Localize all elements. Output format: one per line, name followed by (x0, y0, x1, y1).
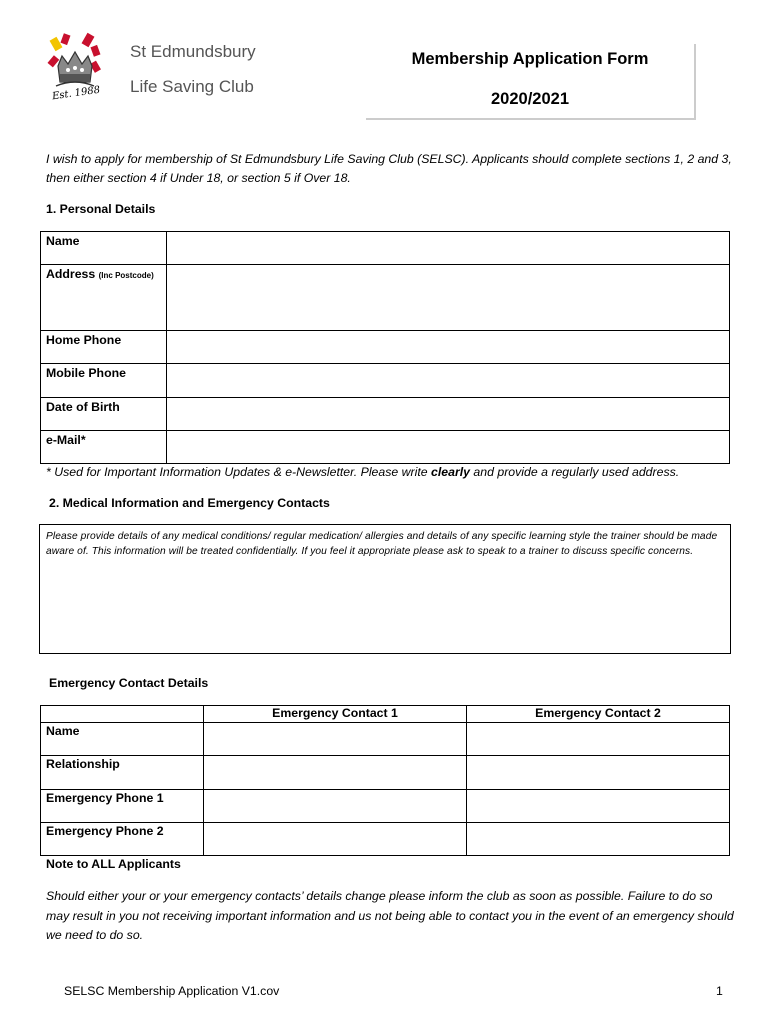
emergency-heading: Emergency Contact Details (49, 676, 209, 690)
club-name-line2: Life Saving Club (130, 77, 254, 96)
label-emergency-phone-2: Emergency Phone 2 (41, 823, 204, 856)
contact1-name-field[interactable] (204, 723, 467, 756)
email-field[interactable] (167, 431, 730, 464)
contact2-relationship-field[interactable] (467, 756, 730, 790)
col-emergency-contact-1: Emergency Contact 1 (204, 706, 467, 723)
contact1-relationship-field[interactable] (204, 756, 467, 790)
club-name-line1: St Edmundsbury (130, 42, 256, 61)
contact2-phone2-field[interactable] (467, 823, 730, 856)
club-logo (42, 30, 112, 110)
label-name: Name (41, 232, 167, 265)
section1-heading: 1. Personal Details (46, 202, 156, 216)
label-dob: Date of Birth (41, 398, 167, 431)
form-title: Membership Application Form (411, 50, 649, 68)
contact1-phone1-field[interactable] (204, 790, 467, 823)
address-hint: (Inc Postcode) (98, 271, 154, 280)
note-text: Should either your or your emergency contacts’ details change please inform the club as soon as possible. Failure to do so may result in you not receiving important information and us not being able to contact you in the event of an emergency should we need to do so. (46, 889, 734, 942)
col-emergency-contact-2: Emergency Contact 2 (467, 706, 730, 723)
label-mobile-phone: Mobile Phone (41, 364, 167, 398)
section2-heading: 2. Medical Information and Emergency Contacts (49, 496, 330, 510)
contact2-phone1-field[interactable] (467, 790, 730, 823)
footer-doc-name: SELSC Membership Application V1.cov (64, 984, 280, 998)
page-number: 1 (716, 984, 723, 998)
header-blank (41, 706, 204, 723)
label-emergency-phone-1: Emergency Phone 1 (41, 790, 204, 823)
emergency-contacts-table (40, 705, 730, 856)
email-footnote: * Used for Important Information Updates & e-Newsletter. Please write clearly and provide a regularly used address. (46, 465, 680, 479)
contact2-name-field[interactable] (467, 723, 730, 756)
dob-field[interactable] (167, 398, 730, 431)
form-year: 2020/2021 (491, 90, 569, 108)
label-contact-name: Name (41, 723, 204, 756)
logo-est-text: Est. 1988 (51, 84, 101, 103)
medical-info-box[interactable] (39, 524, 731, 654)
home-phone-field[interactable] (167, 331, 730, 364)
personal-details-table (40, 231, 730, 464)
note-heading: Note to ALL Applicants (46, 857, 181, 871)
label-email: e-Mail* (41, 431, 167, 464)
mobile-phone-field[interactable] (167, 364, 730, 398)
name-field[interactable] (167, 232, 730, 265)
intro-text: I wish to apply for membership of St Edmundsbury Life Saving Club (SELSC). Applicants should complete sections 1, 2 and 3, then either section 4 if Under 18, or section 5 if Over 18. (46, 152, 732, 185)
label-relationship: Relationship (41, 756, 204, 790)
address-field[interactable] (167, 265, 730, 331)
label-home-phone: Home Phone (41, 331, 167, 364)
label-address: Address (Inc Postcode) (41, 265, 167, 331)
medical-prompt: Please provide details of any medical conditions/ regular medication/ allergies and details of any specific learning style the trainer should be made aware of. This information will be treated confidentially. If you feel it appropriate please ask to speak to a trainer to discuss specific concerns. (46, 531, 718, 557)
contact1-phone2-field[interactable] (204, 823, 467, 856)
